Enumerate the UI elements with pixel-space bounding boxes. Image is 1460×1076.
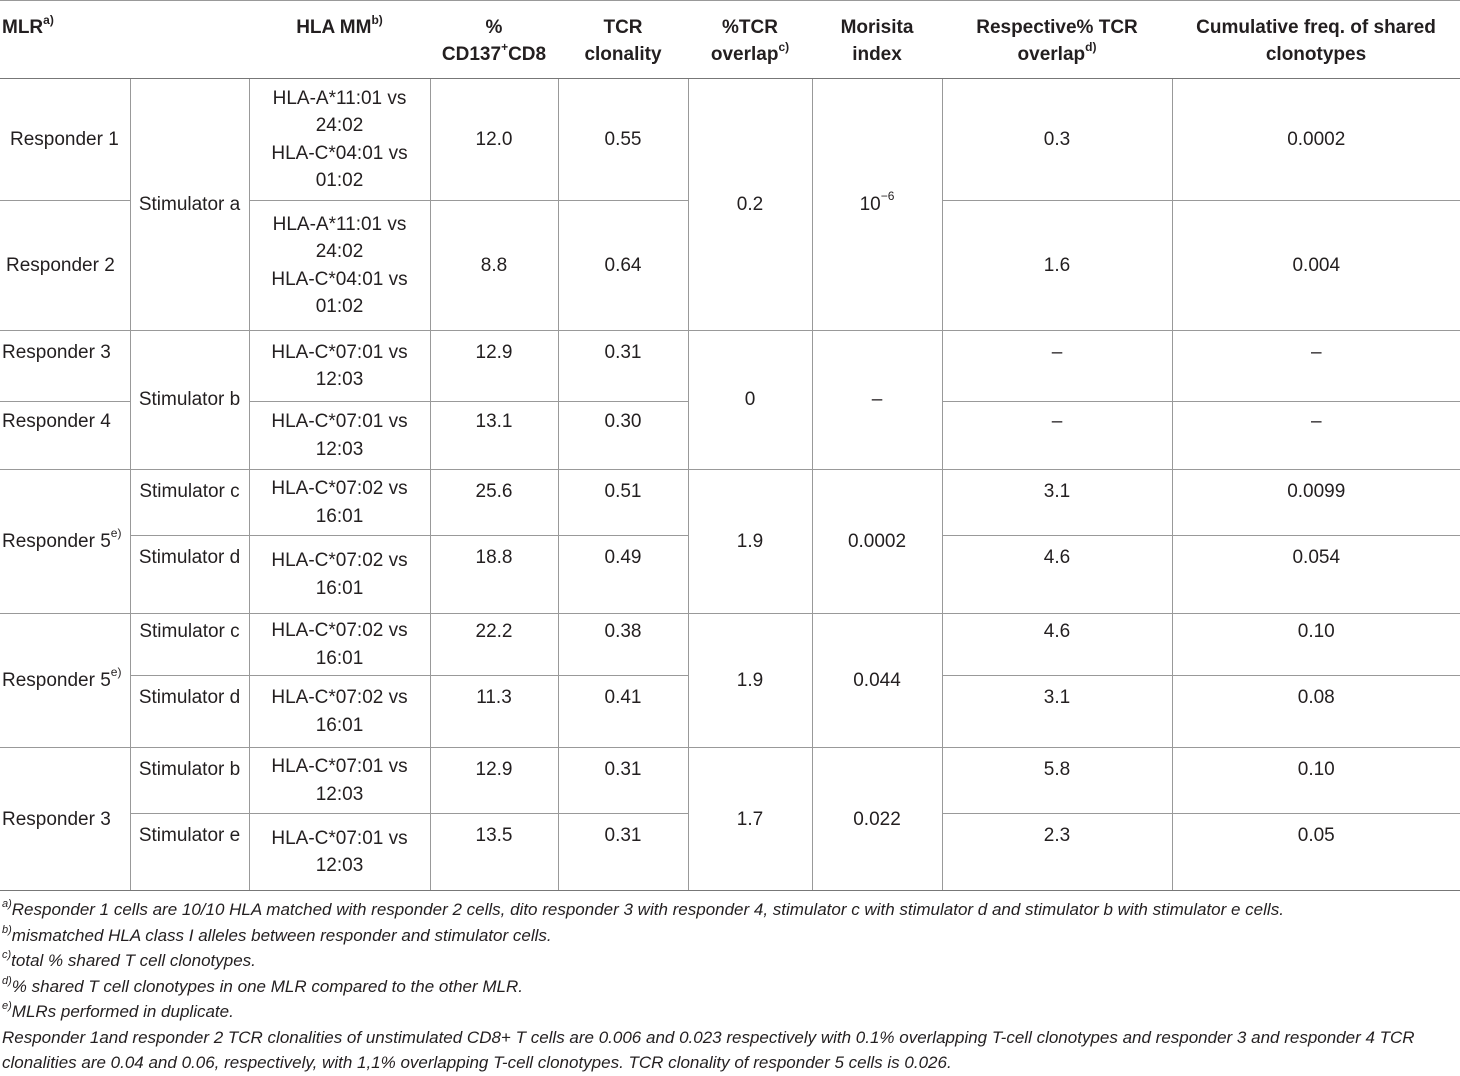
cumulative-freq-cell: 0.0099 (1172, 470, 1460, 536)
responder-cell: Responder 3 (0, 748, 130, 891)
cumulative-freq-cell: 0.004 (1172, 201, 1460, 331)
clonality-cell: 0.64 (558, 201, 688, 331)
cumulative-freq-cell: 0.10 (1172, 614, 1460, 676)
stimulator-cell: Stimulator c (130, 470, 249, 536)
table-row (0, 748, 1460, 814)
cumulative-freq-cell: – (1172, 331, 1460, 402)
responder-cell: Responder 5$^{e)}$ (0, 470, 130, 614)
hla-mm-cell: HLA-C*07:01 vs 12:03 (249, 402, 430, 470)
morisita-cell: – (812, 331, 942, 470)
header-row (0, 1, 1460, 79)
header-tcr-clonality: TCR clonality (558, 1, 688, 79)
stimulator-cell: Stimulator a (130, 79, 249, 331)
stimulator-cell: Stimulator b (130, 331, 249, 470)
hla-mm-cell: HLA-A*11:01 vs 24:02 HLA-C*04:01 vs 01:02 (249, 201, 430, 331)
stimulator-cell: Stimulator d (130, 676, 249, 748)
table-note: Responder 1and responder 2 TCR clonalities of unstimulated CD8+ T cells are 0.006 and 0.023 respectively with 0.1% overlapping T-cell clonotypes and responder 3 and responder 4 TCR clonalities are 0.04 and 0.06, respectively, with 1,1% overlapping T-cell clonotypes. TCR clonality of responder 5 cells is 0.026. (2, 1027, 1415, 1072)
header-respective-overlap: Respective% TCR overlap$^{d)}$ (942, 1, 1172, 79)
hla-mm-cell: HLA-C*07:02 vs 16:01 (249, 676, 430, 748)
respective-overlap-cell: 2.3 (942, 814, 1172, 891)
overlap-cell: 1.7 (688, 748, 812, 891)
clonality-cell: 0.51 (558, 470, 688, 536)
cumulative-freq-cell: 0.10 (1172, 748, 1460, 814)
overlap-cell: 1.9 (688, 614, 812, 748)
table-row (0, 79, 1460, 201)
overlap-cell: 0.2 (688, 79, 812, 331)
header-cd137: % CD137+CD8 (430, 1, 558, 79)
hla-mm-cell: HLA-C*07:01 vs 12:03 (249, 748, 430, 814)
header-cumulative-freq: Cumulative freq. of shared clonotypes (1172, 1, 1460, 79)
cd137-cell: 13.1 (430, 402, 558, 470)
header-stimulator (130, 1, 249, 79)
stimulator-cell: Stimulator e (130, 814, 249, 891)
responder-cell: Responder 5$^{e)}$ (0, 614, 130, 748)
cd137-cell: 8.8 (430, 201, 558, 331)
table-footnotes (0, 890, 1460, 1076)
morisita-cell: 0.0002 (812, 470, 942, 614)
clonality-cell: 0.55 (558, 79, 688, 201)
respective-overlap-cell: 5.8 (942, 748, 1172, 814)
cumulative-freq-cell: 0.05 (1172, 814, 1460, 891)
morisita-cell: 0.022 (812, 748, 942, 891)
cumulative-freq-cell: – (1172, 402, 1460, 470)
cumulative-freq-cell: 0.08 (1172, 676, 1460, 748)
respective-overlap-cell: 4.6 (942, 536, 1172, 614)
clonality-cell: 0.31 (558, 748, 688, 814)
header-hla-mm: HLA MM$^{b)}$ (249, 1, 430, 79)
responder-cell: Responder 2 (0, 201, 130, 331)
stimulator-cell: Stimulator b (130, 748, 249, 814)
footnote: $^{d)}$% shared T cell clonotypes in one MLR compared to the other MLR. (2, 974, 523, 996)
respective-overlap-cell: 4.6 (942, 614, 1172, 676)
cd137-cell: 18.8 (430, 536, 558, 614)
cd137-cell: 22.2 (430, 614, 558, 676)
hla-mm-cell: HLA-C*07:02 vs 16:01 (249, 536, 430, 614)
clonality-cell: 0.38 (558, 614, 688, 676)
clonality-cell: 0.41 (558, 676, 688, 748)
table-row (0, 614, 1460, 676)
morisita-cell: $10^{-6}$ (812, 79, 942, 331)
cd137-cell: 12.9 (430, 331, 558, 402)
cd137-cell: 12.0 (430, 79, 558, 201)
cumulative-freq-cell: 0.054 (1172, 536, 1460, 614)
respective-overlap-cell: 1.6 (942, 201, 1172, 331)
hla-mm-cell: HLA-C*07:01 vs 12:03 (249, 331, 430, 402)
hla-mm-cell: HLA-A*11:01 vs 24:02 HLA-C*04:01 vs 01:02 (249, 79, 430, 201)
clonality-cell: 0.49 (558, 536, 688, 614)
respective-overlap-cell: 0.3 (942, 79, 1172, 201)
clonality-cell: 0.31 (558, 331, 688, 402)
respective-overlap-cell: – (942, 402, 1172, 470)
footnote: $^{c)}$total % shared T cell clonotypes. (2, 949, 256, 970)
header-morisita: Morisita index (812, 1, 942, 79)
header-tcr-overlap: %TCR overlap$^{c)}$ (688, 1, 812, 79)
morisita-cell: 0.044 (812, 614, 942, 748)
overlap-cell: 1.9 (688, 470, 812, 614)
table-row (0, 470, 1460, 536)
respective-overlap-cell: – (942, 331, 1172, 402)
footnote: $^{a)}$Responder 1 cells are 10/10 HLA matched with responder 2 cells, dito responder 3 with responder 4, stimulator c with stimulator d and stimulator b with stimulator e cells. (2, 898, 1284, 919)
overlap-cell: 0 (688, 331, 812, 470)
header-mlr: MLR$^{a)}$ (0, 1, 130, 79)
cd137-cell: 12.9 (430, 748, 558, 814)
hla-mm-cell: HLA-C*07:02 vs 16:01 (249, 614, 430, 676)
cd137-cell: 11.3 (430, 676, 558, 748)
responder-cell: Responder 4 (0, 402, 130, 470)
clonality-cell: 0.30 (558, 402, 688, 470)
hla-mm-cell: HLA-C*07:02 vs 16:01 (249, 470, 430, 536)
responder-cell: Responder 1 (0, 79, 130, 201)
footnote: $^{b)}$mismatched HLA class I alleles between responder and stimulator cells. (2, 923, 552, 945)
stimulator-cell: Stimulator d (130, 536, 249, 614)
cumulative-freq-cell: 0.0002 (1172, 79, 1460, 201)
cd137-cell: 13.5 (430, 814, 558, 891)
clonality-cell: 0.31 (558, 814, 688, 891)
stimulator-cell: Stimulator c (130, 614, 249, 676)
hla-mm-cell: HLA-C*07:01 vs 12:03 (249, 814, 430, 891)
table-row (0, 331, 1460, 402)
respective-overlap-cell: 3.1 (942, 676, 1172, 748)
footnote: $^{e)}$MLRs performed in duplicate. (2, 1000, 234, 1021)
cd137-cell: 25.6 (430, 470, 558, 536)
responder-cell: Responder 3 (0, 331, 130, 402)
respective-overlap-cell: 3.1 (942, 470, 1172, 536)
